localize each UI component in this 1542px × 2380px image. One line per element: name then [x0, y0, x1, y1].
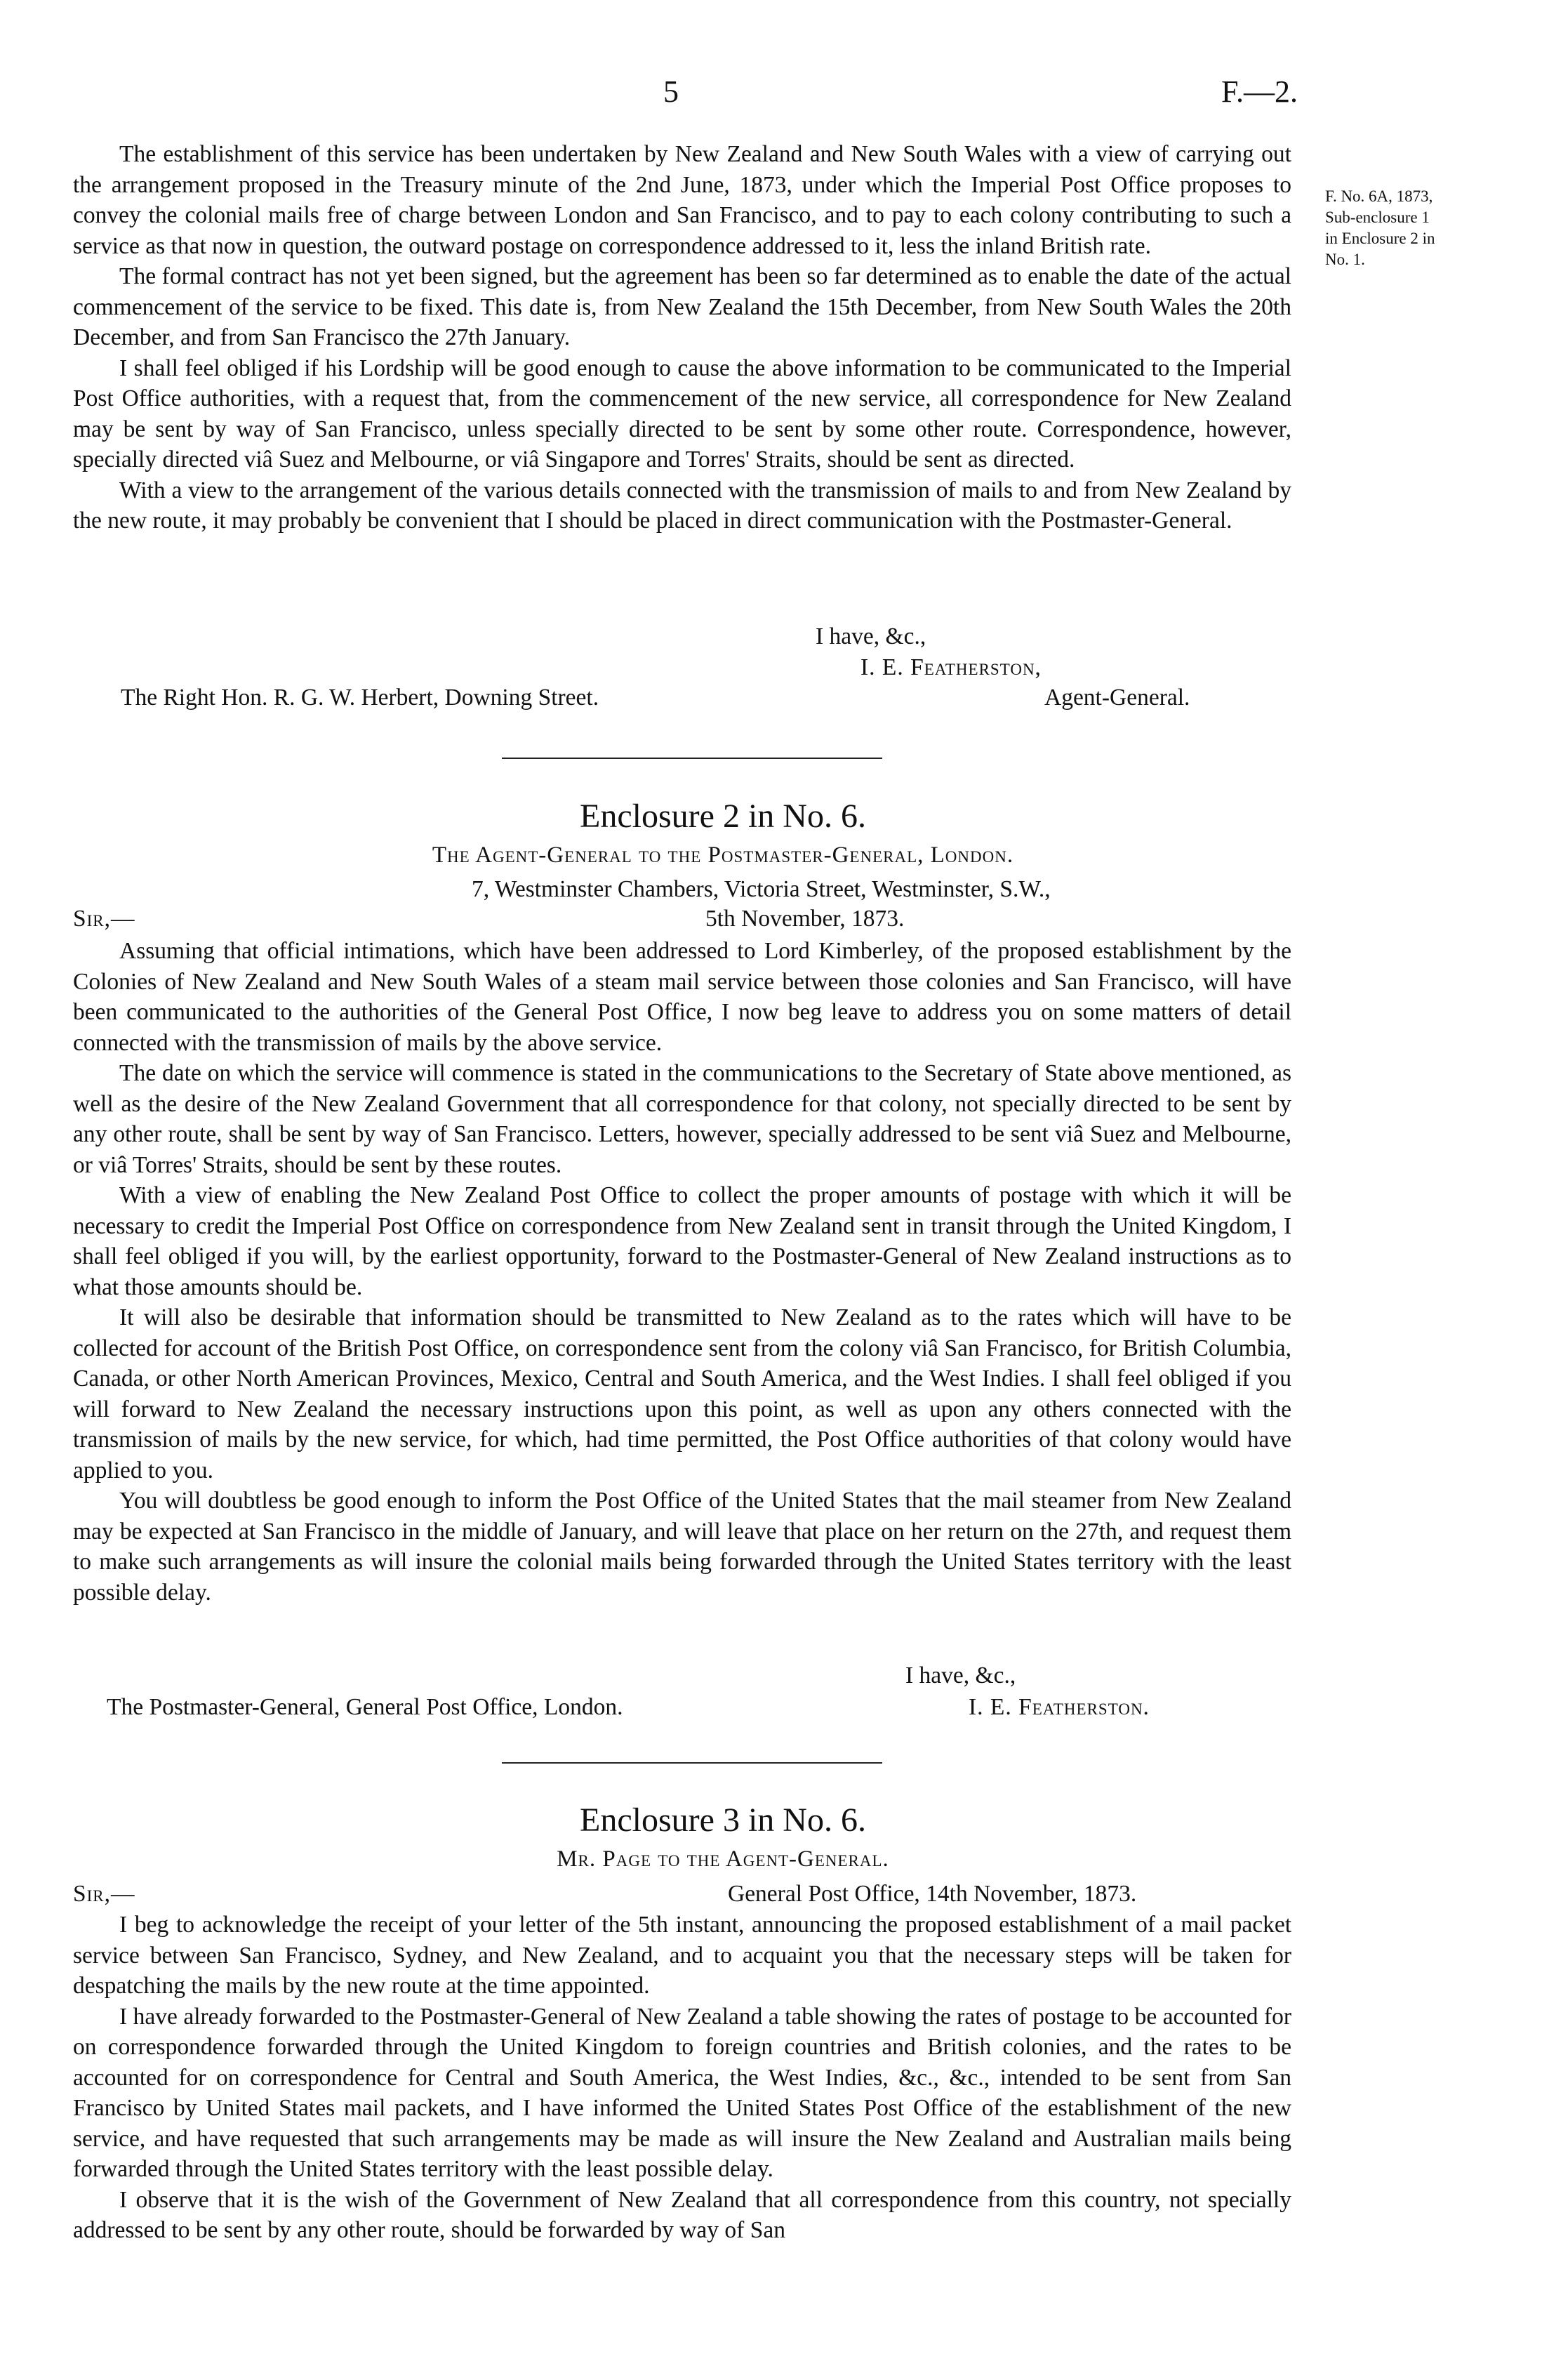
marginal-note-line: Sub-enclosure 1: [1325, 209, 1430, 226]
signature: I. E. Featherston,: [860, 654, 1042, 680]
signature: I. E. Featherston.: [969, 1694, 1150, 1720]
marginal-note-line: No. 1.: [1325, 251, 1365, 268]
paragraph: You will doubtless be good enough to inform the Post Office of the United States that the mail steamer from New Zealand may be expected at San Francisco in the middle of January, and will leave that place on her return on the 27th, and request them to make such arrangements as will insure the colonial mails being forwarded through the United States territory with the least possible delay.: [73, 1488, 1291, 1606]
paragraph: With a view of enabling the New Zealand Post Office to collect the proper amounts of postage with which it will be necessary to credit the Imperial Post Office on correspondence from New Zealand sent in transit through the United Kingdom, I shall feel obliged if you will, by the earliest opportunity, forward to the Postmaster-General of New Zealand instructions as to what those amounts should be.: [73, 1182, 1291, 1300]
page-number: 5: [663, 74, 679, 109]
enclosure2-address: 7, Westminster Chambers, Victoria Street, Westminster, S.W.,: [472, 876, 1051, 902]
paragraph: I shall feel obliged if his Lordship will be good enough to cause the above information to be communicated to the Imperial Post Office authorities, with a request that, from the commencement of the new service, all correspondence for New Zealand may be sent by way of San Francisco, unless specially directed to be sent by some other route. Correspondence, however, specially directed viâ Suez and Melbourne, or viâ Singapore and Torres' Straits, should be sent as directed.: [73, 355, 1291, 472]
paragraph: I have already forwarded to the Postmaster-General of New Zealand a table showing the rates of postage to be accounted for on correspondence forwarded through the United Kingdom to foreign countries and British colonies, and the rates to be accounted for on correspondence for Central and South America, the West Indies, &c., &c., intended to be sent from San Francisco by United States mail packets, and I have informed the United States Post Office of the establishment of the new service, and have requested that such arrangements may be made as will insure the New Zealand and Australian mails being forwarded through the United States territory with the least possible delay.: [73, 2003, 1291, 2182]
paragraph: The establishment of this service has been undertaken by New Zealand and New South Wales with a view of carrying out the arrangement proposed in the Treasury minute of the 2nd June, 1873, under which the Imperial Post Office proposes to convey the colonial mails free of charge between London and San Francisco, and to pay to each colony contributing to such a service as that now in question, the outward postage on correspondence addressed to it, less the inland British rate.: [73, 141, 1291, 259]
paragraph: The formal contract has not yet been signed, but the agreement has been so far determined as to enable the date of the actual commencement of the service to be fixed. This date is, from New Zealand the 15th December, from New South Wales the 20th December, and from San Francisco the 27th January.: [73, 263, 1291, 350]
paragraph: Assuming that official intimations, which have been addressed to Lord Kimberley, of the proposed establishment by the Colonies of New Zealand and New South Wales of a steam mail service between those colonies and San Francisco, will have been communicated to the authorities of the General Post Office, I now beg leave to address you on some matters of detail connected with the transmission of mails by the above service.: [73, 938, 1291, 1056]
addressee: The Postmaster-General, General Post Office, London.: [107, 1694, 623, 1720]
enclosure2-date: 5th November, 1873.: [705, 906, 905, 932]
enclosure2-body: [73, 936, 1291, 1608]
enclosure2-title: Enclosure 2 in No. 6.: [580, 798, 866, 835]
addressee: The Right Hon. R. G. W. Herbert, Downing Street.: [121, 685, 599, 710]
paragraph: With a view to the arrangement of the various details connected with the transmission of mails to and from New Zealand by the new route, it may probably be convenient that I should be placed in direct communication with the Postmaster-General.: [73, 477, 1291, 534]
enclosure3-salutation: Sir,—: [73, 1881, 135, 1907]
signature-title: Agent-General.: [1044, 685, 1190, 710]
enclosure3-subtitle: Mr. Page to the Agent-General.: [557, 1846, 889, 1872]
paragraph: It will also be desirable that information should be transmitted to New Zealand as to the rates which will have to be collected for account of the British Post Office, on correspondence sent from the colony viâ San Francisco, for British Columbia, Canada, or other North American Provinces, Mexico, Central and South America, and the West Indies. I shall feel obliged if you will forward to New Zealand the necessary instructions upon this point, as well as upon any others connected with the transmission of mails by the new service, for which, had time permitted, the Post Office authorities of that colony would have applied to you.: [73, 1304, 1291, 1483]
marginal-note-line: F. No. 6A, 1873,: [1325, 187, 1433, 205]
enclosure3-date-line: General Post Office, 14th November, 1873.: [728, 1881, 1137, 1907]
page-header: [0, 74, 1542, 116]
paragraph: The date on which the service will commence is stated in the communications to the Secretary of State above mentioned, as well as the desire of the New Zealand Government that all correspondence for that colony, not specially directed to be sent by any other route, shall be sent by way of San Francisco. Letters, however, specially addressed to be sent viâ Suez and Melbourne, or viâ Torres' Straits, should be sent by these routes.: [73, 1060, 1291, 1178]
enclosure2-subtitle: The Agent-General to the Postmaster-General, London.: [432, 842, 1014, 868]
enclosure2-salutation: Sir,—: [73, 906, 135, 932]
section-divider: [502, 758, 882, 759]
closing: I have, &c.,: [905, 1662, 1016, 1688]
letter1-body: [73, 139, 1291, 536]
marginal-note-line: in Enclosure 2 in: [1325, 230, 1435, 247]
document-code: F.—2.: [1221, 74, 1298, 109]
section-divider: [502, 1762, 882, 1764]
paragraph: I beg to acknowledge the receipt of your letter of the 5th instant, announcing the proposed establishment of a mail packet service between San Francisco, Sydney, and New Zealand, and to acquaint you that the necessary steps will be taken for despatching the mails by the new route at the time appointed.: [73, 1912, 1291, 1999]
marginal-note: [1325, 186, 1522, 270]
closing: I have, &c.,: [816, 623, 926, 649]
enclosure3-body: [73, 1910, 1291, 2246]
paragraph: I observe that it is the wish of the Government of New Zealand that all correspondence from this country, not specially addressed to be sent by any other route, should be forwarded by way of San: [73, 2186, 1291, 2243]
enclosure3-title: Enclosure 3 in No. 6.: [580, 1801, 866, 1839]
